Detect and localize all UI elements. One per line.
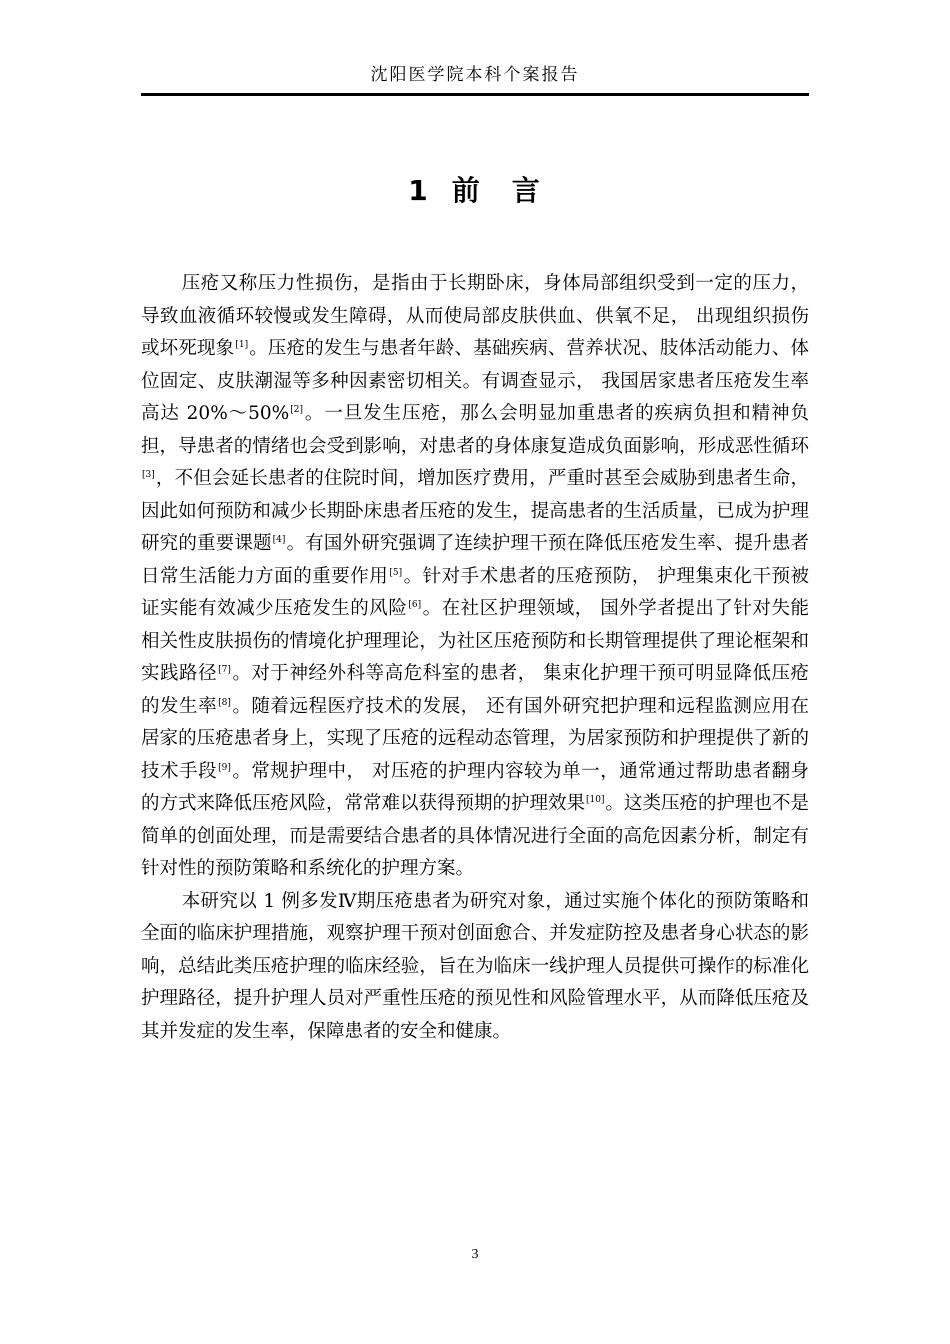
paragraph-text: 。随着远程医疗技术的发展， 还有国外研究把护理和远程监测应用在居家的压疮患者身上，实现了压疮的远程动态管理，为居家预防和护理提供了新的技术手段 [141,695,809,782]
citation-reference: [3] [142,470,155,480]
page-header: 沈阳医学院本科个案报告 [370,65,580,85]
citation-reference: [8] [218,697,231,708]
body-paragraph [141,886,809,1049]
chapter-title [141,168,809,214]
chapter-title-char-1: 前 [451,174,482,207]
citation-reference: [5] [389,567,403,578]
citation-reference: [9] [218,762,231,773]
citation-reference: [4] [272,535,286,545]
chapter-title-char-2: 言 [511,174,542,207]
paragraph-text: 本研究以 1 例多发Ⅳ期压疮患者为研究对象，通过实施个体化的预防策略和全面的临床护理措施，观察护理干预对创面愈合、并发症防控及患者身心状态的影响，总结此类压疮护理的临床经验，旨在为临床一线护理人员提供可操作的标准化护理路径，提升护理人员对严重性压疮的预见性和风险管理水平，从而降低压疮及其并发症的发生率，保障患者的安全和健康。 [141,890,809,1042]
paragraph-text: 。一旦发生压疮，那么会明显加重患者的疾病负担和精神负担，导患者的情绪也会受到影响，对患者的身体康复造成负面影响，形成恶性循环 [141,403,809,457]
citation-reference: [2] [290,405,303,415]
paragraph-text: 。针对手术患者的压疮预防， 护理集束化干预被证实能有效减少压疮发生的风险 [141,565,809,619]
body-paragraph [141,268,809,886]
citation-reference: [10] [586,795,605,805]
body-text [141,268,809,1048]
paragraph-text: 。这类压疮的护理也不是简单的创面处理，而是需要结合患者的具体情况进行全面的高危因素分析，制定有针对性的预防策略和系统化的护理方案。 [141,793,810,879]
paragraph-text: 。在社区护理领域， 国外学者提出了针对失能相关性皮肤损伤的情境化护理理论，为社区压疮预防和长期管理提供了理论框架和实践路径 [141,598,809,684]
citation-reference: [1] [235,340,249,350]
chapter-number: 1 [408,174,430,207]
paragraph-text: 。压疮的发生与患者年龄、基础疾病、营养状况、肢体活动能力、体位固定、皮肤潮湿等多种因素密切相关。有调查显示， 我国居家患者压疮发生率高达 20%～50% [141,338,809,424]
paragraph-text: 压疮又称压力性损伤，是指由于长期卧床，身体局部组织受到一定的压力，导致血液循环较慢或发生障碍，从而使局部皮肤供血、供氧不足， 出现组织损伤或坏死现象 [141,273,809,359]
page-number: 3 [471,1247,479,1262]
paragraph-text: ，不但会延长患者的住院时间，增加医疗费用，严重时甚至会威胁到患者生命，因此如何预防和减少长期卧床患者压疮的发生，提高患者的生活质量，已成为护理研究的重要课题 [141,468,809,554]
citation-reference: [7] [218,665,231,675]
paragraph-text: 。有国外研究强调了连续护理干预在降低压疮发生率、提升患者日常生活能力方面的重要作用 [141,533,809,587]
citation-reference: [6] [408,600,422,610]
paragraph-text: 。对于神经外科等高危科室的患者， 集束化护理干预可明显降低压疮的发生率 [141,663,809,717]
header-divider [141,93,809,96]
paragraph-text: 。常规护理中， 对压疮的护理内容较为单一，通常通过帮助患者翻身的方式来降低压疮风险，常常难以获得预期的护理效果 [141,760,809,814]
